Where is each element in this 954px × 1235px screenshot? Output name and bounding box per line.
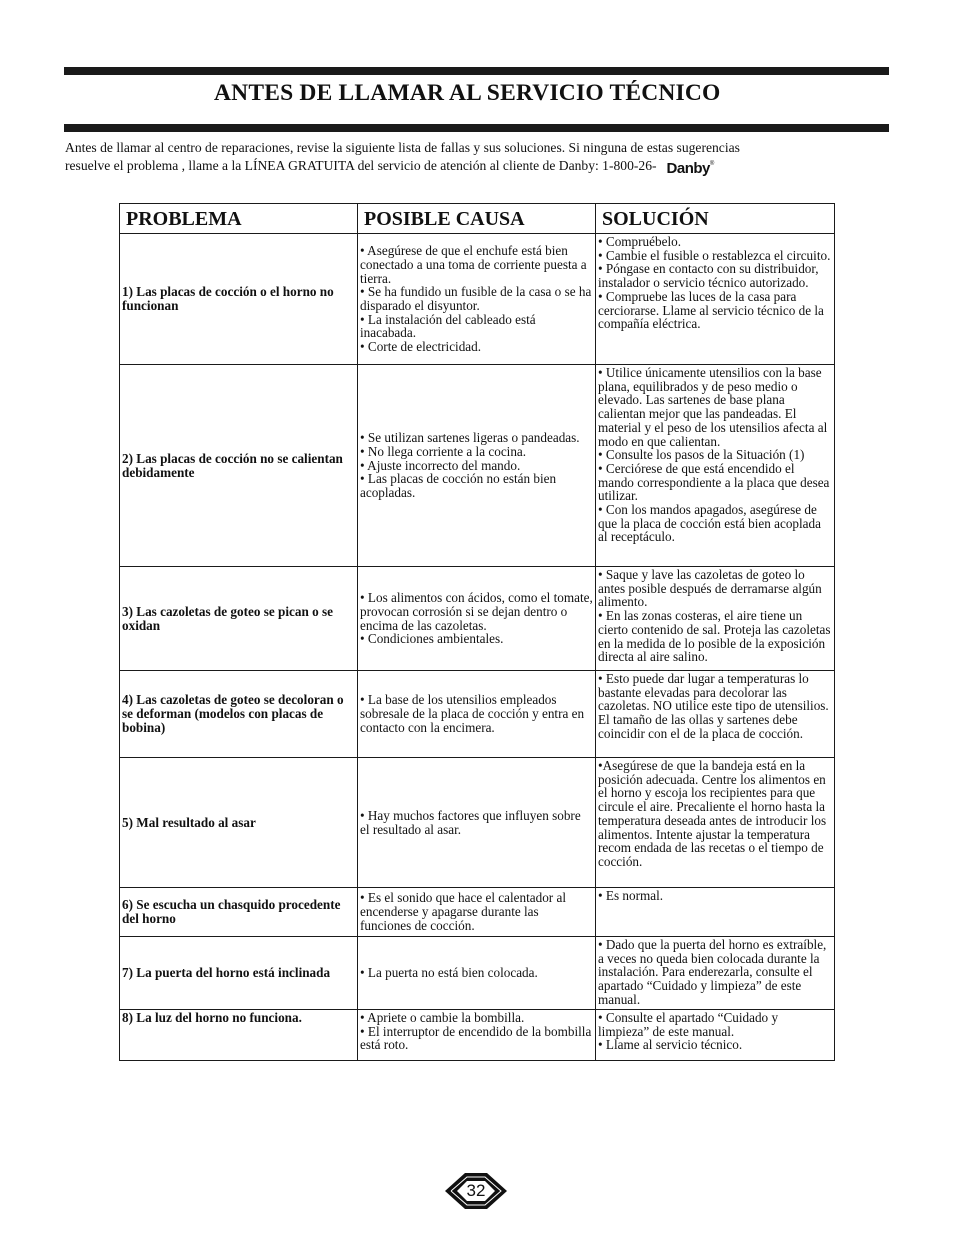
table-row: [120, 365, 835, 567]
problem-cell: 3) Las cazoletas de goteo se pican o se oxidan: [120, 567, 358, 671]
solution-cell: • Saque y lave las cazoletas de goteo lo antes posible después de derramarse algún alimento. • En las zonas costeras, el aire tiene un cierto contenido de sal. Proteja las cazoletas en la medida de lo posible de la exposición directa al aire salino.: [596, 567, 835, 671]
problem-cell: 1) Las placas de cocción o el horno no funcionan: [120, 234, 358, 365]
solution-cell: •Asegúrese de que la bandeja está en la posición adecuada. Centre los alimentos en el horno y escoja los recipientes para que circule el aire. Precaliente el horno hasta la temperatura deseada antes de introducir los alimentos. Intente ajustar la temperatura recom endada de las recetas o el tiempo de cocción.: [596, 758, 835, 888]
cause-cell: • Hay muchos factores que influyen sobre el resultado al asar.: [358, 758, 596, 888]
problem-cell: 6) Se escucha un chasquido procedente del horno: [120, 888, 358, 937]
cause-cell: • Es el sonido que hace el calentador al encenderse y apagarse durante las funciones de cocción.: [358, 888, 596, 937]
table-header-row: [120, 204, 835, 234]
header-solucion: SOLUCIÓN: [596, 204, 835, 234]
problem-cell: 2) Las placas de cocción no se calientan debidamente: [120, 365, 358, 567]
cause-cell: • Asegúrese de que el enchufe está bien conectado a una toma de corriente puesta a tierra. • Se ha fundido un fusible de la casa o se ha disparado el disyuntor. • La instalación del cableado está inacabada. • Corte de electricidad.: [358, 234, 596, 365]
intro-line-2-text: resuelve el problema , llame a la LÍNEA GRATUITA del servicio de atención al cliente de Danby: 1-800-26-: [65, 158, 657, 173]
page-title: ANTES DE LLAMAR AL SERVICIO TÉCNICO: [214, 80, 721, 106]
solution-cell: • Esto puede dar lugar a temperaturas lo bastante elevadas para decolorar las cazoletas. NO utilice este tipo de utensilios. El tamaño de las ollas y sartenes debe coincidir con el de la placa de cocción.: [596, 671, 835, 758]
problem-cell: 4) Las cazoletas de goteo se decoloran o se deforman (modelos con placas de bobina): [120, 671, 358, 758]
troubleshooting-table: [119, 203, 835, 1061]
cause-cell: • Apriete o cambie la bombilla. • El interruptor de encendido de la bombilla está roto.: [358, 1010, 596, 1061]
page-number: 32: [466, 1181, 486, 1200]
cause-cell: • Los alimentos con ácidos, como el tomate, provocan corrosión si se dejan dentro o encima de las cazoletas. • Condiciones ambientales.: [358, 567, 596, 671]
title-bottom-rule: [64, 124, 889, 132]
intro-line-2: [65, 156, 865, 177]
header-posible-causa: POSIBLE CAUSA: [358, 204, 596, 234]
cause-cell: • La base de los utensilios empleados sobresale de la placa de cocción y entra en contacto con la encimera.: [358, 671, 596, 758]
solution-cell: • Utilice únicamente utensilios con la base plana, equilibrados y de peso medio o elevado. Las sartenes de base plana calientan mejor que las pandeadas. El material y el peso de los utensilios afecta al modo en que calientan. • Consulte los pasos de la Situación (1) • Cerciórese de que está encendido el mando correspondiente a la placa que desea utilizar. • Con los mandos apagados, asegúrese de que la placa de cocción está bien acoplada al receptáculo.: [596, 365, 835, 567]
table-row: [120, 888, 835, 937]
table-row: [120, 758, 835, 888]
problem-cell: 5) Mal resultado al asar: [120, 758, 358, 888]
intro-paragraph: [65, 140, 865, 177]
table-row: [120, 671, 835, 758]
registered-mark: ®: [709, 161, 714, 167]
page-number-badge: [443, 1172, 509, 1210]
solution-cell: • Compruébelo. • Cambie el fusible o restablezca el circuito. • Póngase en contacto con su distribuidor, instalador o servicio técnico autorizado. • Compruebe las luces de la casa para cerciorarse. Llame al servicio técnico de la compañía eléctrica.: [596, 234, 835, 365]
cause-cell: • La puerta no está bien colocada.: [358, 937, 596, 1010]
cause-cell: • Se utilizan sartenes ligeras o pandeadas. • No llega corriente a la cocina. • Ajuste incorrecto del mando. • Las placas de cocción no están bien acopladas.: [358, 365, 596, 567]
top-rule: [64, 67, 889, 75]
solution-cell: • Consulte el apartado “Cuidado y limpieza” de este manual. • Llame al servicio técnico.: [596, 1010, 835, 1061]
table-row: [120, 1010, 835, 1061]
header-problema: PROBLEMA: [120, 204, 358, 234]
table-row: [120, 234, 835, 365]
table-row: [120, 937, 835, 1010]
problem-cell: 8) La luz del horno no funciona.: [120, 1010, 358, 1061]
intro-line-1: Antes de llamar al centro de reparaciones, revise la siguiente lista de fallas y sus soluciones. Si ninguna de estas sugerencias: [65, 140, 740, 155]
solution-cell: • Es normal.: [596, 888, 835, 937]
solution-cell: • Dado que la puerta del horno es extraíble, a veces no queda bien colocada durante la instalación. Para enderezarla, consulte el apartado “Cuidado y limpieza” de este manual.: [596, 937, 835, 1010]
danby-logo-text: Danby: [666, 160, 710, 177]
table-row: [120, 567, 835, 671]
problem-cell: 7) La puerta del horno está inclinada: [120, 937, 358, 1010]
danby-logo: [667, 156, 714, 177]
